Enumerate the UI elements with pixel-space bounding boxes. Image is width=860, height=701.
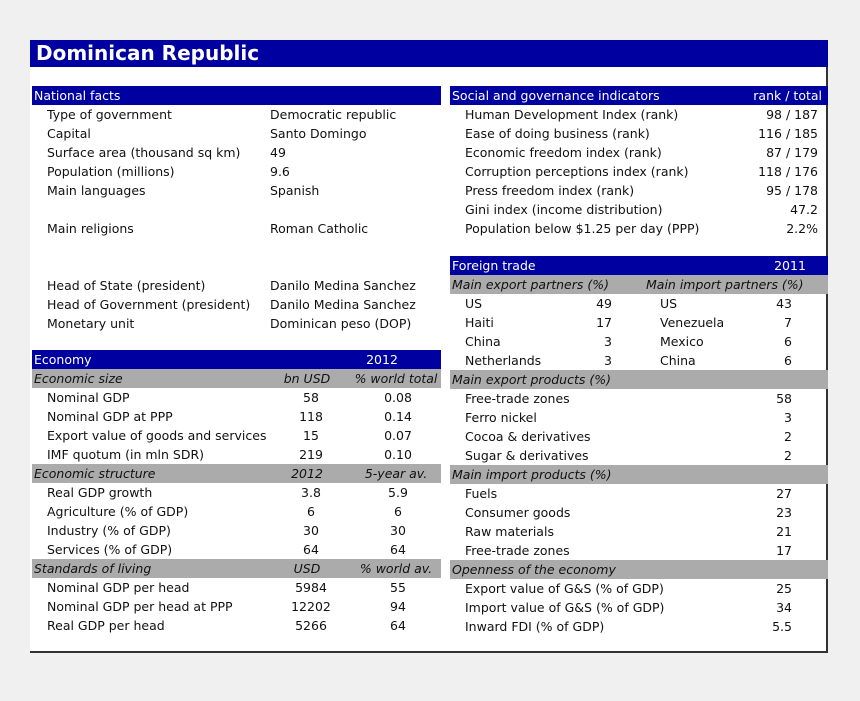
- indicator-label: Nominal GDP per head: [47, 580, 190, 595]
- indicator-label: Cocoa & derivatives: [465, 429, 591, 444]
- indicator-value: 0.14: [384, 409, 412, 424]
- subsection-title: Main import products (%): [452, 467, 612, 482]
- table-row: [32, 143, 441, 162]
- table-row: [450, 446, 828, 465]
- column-header: % world av.: [359, 561, 433, 576]
- indicator-value: 5.9: [388, 485, 408, 500]
- section-header-label: National facts: [34, 88, 121, 103]
- indicator-label: Gini index (income distribution): [465, 202, 663, 217]
- table-row: [450, 294, 828, 313]
- indicator-label: Raw materials: [465, 524, 554, 539]
- table-row: [450, 408, 828, 427]
- column-header: bn USD: [283, 371, 331, 386]
- indicator-value: 2: [784, 448, 792, 463]
- indicator-label: Services (% of GDP): [47, 542, 173, 557]
- table-row: [32, 578, 441, 597]
- indicator-value: 15: [303, 428, 319, 443]
- table-row: [450, 522, 828, 541]
- table-row: [32, 521, 441, 540]
- indicator-label: Sugar & derivatives: [465, 448, 589, 463]
- table-row: [32, 200, 441, 219]
- table-row: [32, 295, 441, 314]
- fact-value: Spanish: [270, 183, 320, 198]
- fact-sheet: [30, 40, 828, 653]
- indicator-value: 0.07: [384, 428, 412, 443]
- partner-value: 43: [776, 296, 792, 311]
- table-row: [32, 314, 441, 333]
- table-row: [32, 238, 441, 257]
- indicator-label: Import value of G&S (% of GDP): [465, 600, 665, 615]
- partner-value: 6: [784, 353, 792, 368]
- indicator-value: 2.2%: [786, 221, 818, 236]
- indicator-label: Population below $1.25 per day (PPP): [465, 221, 700, 236]
- indicator-label: Nominal GDP per head at PPP: [47, 599, 233, 614]
- indicator-value: 17: [776, 543, 792, 558]
- fact-value: Dominican peso (DOP): [270, 316, 412, 331]
- subsection-header: [450, 560, 828, 579]
- indicator-label: Economic freedom index (rank): [465, 145, 662, 160]
- section-header-label: Economy: [34, 352, 92, 367]
- partner-name: Venezuela: [660, 315, 725, 330]
- table-row: [450, 503, 828, 522]
- fact-value: Danilo Medina Sanchez: [270, 278, 416, 293]
- subsection-title: Economic structure: [34, 466, 156, 481]
- indicator-value: 64: [390, 618, 406, 633]
- table-row: [450, 427, 828, 446]
- table-row: [32, 597, 441, 616]
- indicator-value: 12202: [291, 599, 331, 614]
- indicator-label: Free-trade zones: [465, 543, 570, 558]
- indicator-value: 30: [303, 523, 319, 538]
- indicator-value: 3.8: [301, 485, 321, 500]
- fact-label: [47, 238, 272, 257]
- table-row: [450, 484, 828, 503]
- fact-value: [270, 238, 440, 257]
- subsection-header: [450, 465, 828, 484]
- table-row: [450, 181, 828, 200]
- subsection-header: [450, 275, 828, 294]
- fact-value: Roman Catholic: [270, 221, 369, 236]
- column-header: % world total: [354, 371, 438, 386]
- section-header-label: Foreign trade: [452, 258, 536, 273]
- fact-label: Population (millions): [47, 164, 175, 179]
- indicator-value: 5984: [295, 580, 327, 595]
- indicator-value: 34: [776, 600, 792, 615]
- indicator-value: 6: [307, 504, 315, 519]
- table-row: [450, 541, 828, 560]
- indicator-label: Free-trade zones: [465, 391, 570, 406]
- indicator-label: Press freedom index (rank): [465, 183, 635, 198]
- partner-value: 7: [784, 315, 792, 330]
- indicator-value: 21: [776, 524, 792, 539]
- indicator-value: 116 / 185: [758, 126, 818, 141]
- table-row: [32, 181, 441, 200]
- fact-label: Capital: [47, 126, 91, 141]
- indicator-value: 5266: [295, 618, 327, 633]
- foreign-trade-header: [450, 256, 828, 275]
- partner-name: China: [465, 334, 501, 349]
- partner-name: US: [660, 296, 678, 311]
- table-row: [32, 502, 441, 521]
- fact-label: Monetary unit: [47, 316, 135, 331]
- table-row: [450, 143, 828, 162]
- section-header-label: Social and governance indicators: [452, 88, 660, 103]
- indicator-value: 95 / 178: [766, 183, 818, 198]
- table-row: [450, 200, 828, 219]
- column-header: 2012: [291, 466, 323, 481]
- indicator-label: Agriculture (% of GDP): [47, 504, 189, 519]
- indicator-label: IMF quotum (in mln SDR): [47, 447, 205, 462]
- indicator-label: Fuels: [465, 486, 498, 501]
- subsection-title: Standards of living: [34, 561, 152, 576]
- table-row: [32, 445, 441, 464]
- fact-value: Danilo Medina Sanchez: [270, 297, 416, 312]
- indicator-label: Industry (% of GDP): [47, 523, 171, 538]
- table-row: [450, 617, 828, 636]
- indicator-label: Nominal GDP at PPP: [47, 409, 173, 424]
- indicator-value: 219: [299, 447, 323, 462]
- fact-label: Main languages: [47, 183, 146, 198]
- national-facts-panel: [32, 86, 441, 336]
- subsection-header: [32, 369, 441, 388]
- indicator-value: 30: [390, 523, 406, 538]
- indicator-label: Export value of G&S (% of GDP): [465, 581, 664, 596]
- subsection-title: Main export partners (%): [452, 277, 610, 292]
- partner-value: 6: [784, 334, 792, 349]
- subsection-title: Main export products (%): [452, 372, 611, 387]
- indicator-value: 118: [299, 409, 323, 424]
- subsection-header: [32, 464, 441, 483]
- column-header: 5-year av.: [364, 466, 428, 481]
- fact-label: Main religions: [47, 221, 134, 236]
- partner-value: 3: [604, 353, 612, 368]
- indicator-value: 64: [303, 542, 319, 557]
- indicator-value: 0.08: [384, 390, 412, 405]
- column-header: USD: [293, 561, 321, 576]
- table-row: [32, 483, 441, 502]
- subsection-title: Main import partners (%): [646, 277, 804, 292]
- fact-label: [47, 257, 272, 276]
- section-header-year: 2012: [366, 352, 398, 367]
- table-row: [32, 388, 441, 407]
- indicator-label: Inward FDI (% of GDP): [465, 619, 605, 634]
- indicator-value: 58: [303, 390, 319, 405]
- indicator-label: Human Development Index (rank): [465, 107, 679, 122]
- indicator-value: 55: [390, 580, 406, 595]
- page-title: Dominican Republic: [30, 40, 828, 67]
- table-row: [32, 105, 441, 124]
- partner-name: China: [660, 353, 696, 368]
- foreign-trade-panel: [450, 256, 828, 640]
- partner-name: Netherlands: [465, 353, 542, 368]
- indicator-value: 25: [776, 581, 792, 596]
- table-row: [32, 124, 441, 143]
- partner-name: Mexico: [660, 334, 704, 349]
- fact-label: [47, 200, 272, 219]
- partner-value: 49: [596, 296, 612, 311]
- table-row: [450, 389, 828, 408]
- social-indicators-header: [450, 86, 828, 105]
- indicator-label: Consumer goods: [465, 505, 571, 520]
- table-row: [450, 313, 828, 332]
- indicator-value: 0.10: [384, 447, 412, 462]
- partner-name: Haiti: [465, 315, 494, 330]
- social-indicators-panel: [450, 86, 828, 246]
- economy-header: [32, 350, 441, 369]
- table-row: [450, 579, 828, 598]
- section-header-year: 2011: [774, 258, 806, 273]
- fact-label: Head of Government (president): [47, 297, 251, 312]
- table-row: [450, 105, 828, 124]
- table-row: [32, 219, 441, 238]
- indicator-value: 118 / 176: [758, 164, 818, 179]
- indicator-label: Export value of goods and services: [47, 428, 267, 443]
- indicator-label: Real GDP growth: [47, 485, 153, 500]
- table-row: [32, 426, 441, 445]
- subsection-header: [450, 370, 828, 389]
- table-row: [32, 257, 441, 276]
- fact-label: Type of government: [47, 107, 172, 122]
- table-row: [32, 407, 441, 426]
- indicator-value: 2: [784, 429, 792, 444]
- fact-label: Surface area (thousand sq km): [47, 145, 241, 160]
- indicator-value: 87 / 179: [766, 145, 818, 160]
- indicator-value: 6: [394, 504, 402, 519]
- partner-value: 3: [604, 334, 612, 349]
- table-row: [450, 351, 828, 370]
- fact-value: Santo Domingo: [270, 126, 367, 141]
- subsection-header: [32, 559, 441, 578]
- economy-panel: [32, 350, 441, 640]
- indicator-label: Ease of doing business (rank): [465, 126, 650, 141]
- fact-value: 9.6: [270, 164, 290, 179]
- indicator-value: 27: [776, 486, 792, 501]
- indicator-label: Nominal GDP: [47, 390, 130, 405]
- section-header-right: rank / total: [753, 88, 822, 103]
- fact-value: Democratic republic: [270, 107, 397, 122]
- indicator-value: 23: [776, 505, 792, 520]
- fact-label: Head of State (president): [47, 278, 206, 293]
- fact-value: 49: [270, 145, 286, 160]
- table-row: [32, 276, 441, 295]
- national-facts-header: [32, 86, 441, 105]
- partner-value: 17: [596, 315, 612, 330]
- indicator-value: 5.5: [772, 619, 792, 634]
- indicator-value: 3: [784, 410, 792, 425]
- indicator-value: 64: [390, 542, 406, 557]
- fact-value: [270, 200, 440, 219]
- indicator-value: 58: [776, 391, 792, 406]
- indicator-label: Real GDP per head: [47, 618, 165, 633]
- indicator-value: 98 / 187: [766, 107, 818, 122]
- indicator-value: 47.2: [790, 202, 818, 217]
- subsection-title: Openness of the economy: [452, 562, 616, 577]
- table-row: [450, 332, 828, 351]
- table-row: [450, 598, 828, 617]
- table-row: [450, 162, 828, 181]
- table-row: [32, 540, 441, 559]
- fact-value: [270, 257, 440, 276]
- indicator-value: 94: [390, 599, 406, 614]
- table-row: [450, 124, 828, 143]
- indicator-label: Ferro nickel: [465, 410, 537, 425]
- partner-name: US: [465, 296, 483, 311]
- table-row: [32, 616, 441, 635]
- table-row: [32, 162, 441, 181]
- indicator-label: Corruption perceptions index (rank): [465, 164, 689, 179]
- subsection-title: Economic size: [34, 371, 123, 386]
- table-row: [450, 219, 828, 238]
